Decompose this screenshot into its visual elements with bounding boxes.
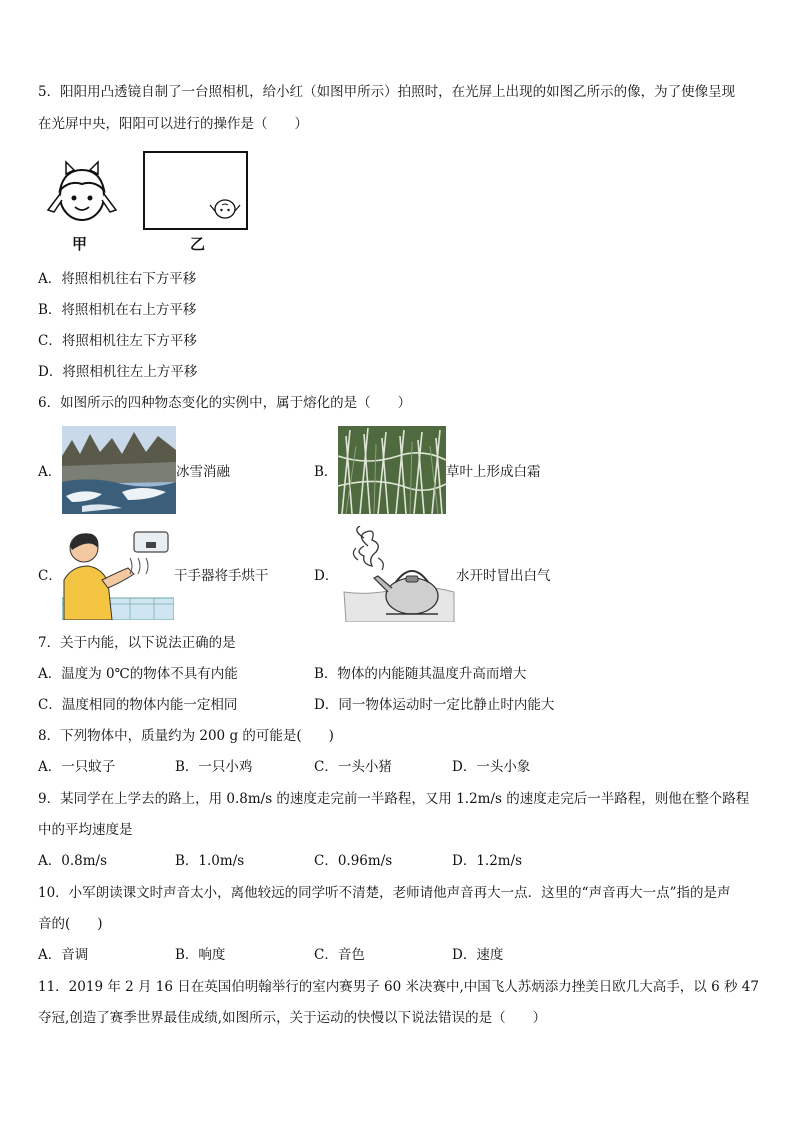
q10-option-a: A．音调 (38, 947, 89, 963)
q7-stem: 7．关于内能，以下说法正确的是 (38, 635, 236, 651)
q9-option-d: D．1.2m/s (452, 853, 523, 869)
q5-stem-line1: 5．阳阳用凸透镜自制了一台照相机，给小红（如图甲所示）拍照时，在光屏上出现的如图乙所示的像，为了使像呈现 (38, 84, 736, 100)
q7-option-a: A．温度为 0℃的物体不具有内能 (38, 666, 238, 682)
q10-option-d: D．速度 (452, 947, 504, 963)
q6-option-a-text: 冰雪消融 (176, 464, 230, 480)
q8-stem: 8．下列物体中，质量约为 200 g 的可能是( ) (38, 728, 334, 744)
q11-stem-line1: 11．2019 年 2 月 16 日在英国伯明翰举行的室内赛男子 60 米决赛中,中国飞人苏炳添力挫美日欧几大高手，以 6 秒 47 (38, 979, 759, 995)
q9-option-b: B．1.0m/s (175, 853, 245, 869)
q10-stem-line1: 10．小军朗读课文时声音太小，离他较远的同学听不清楚，老师请他声音再大一点．这里的“声音再大一点”指的是声 (38, 885, 731, 901)
q8-option-c: C．一头小猪 (314, 759, 392, 775)
q11-stem-line2: 夺冠,创造了赛季世界最佳成绩,如图所示，关于运动的快慢以下说法错误的是（ ） (38, 1010, 547, 1026)
q6-option-d-text: 水开时冒出白气 (456, 568, 551, 584)
q9-option-c: C．0.96m/s (314, 853, 393, 869)
q7-option-d: D．同一物体运动时一定比静止时内能大 (314, 697, 555, 713)
q5-option-c: C．将照相机往左下方平移 (38, 333, 197, 349)
q8-option-a: A．一只蚊子 (38, 759, 116, 775)
screen-figure (143, 151, 249, 231)
q7-option-b: B．物体的内能随其温度升高而增大 (314, 666, 527, 682)
melting-snow-image (62, 426, 176, 514)
q6-stem: 6．如图所示的四种物态变化的实例中，属于熔化的是（ ） (38, 395, 412, 411)
caption-jia: 甲 (72, 235, 88, 253)
q6-option-c-label: C． (38, 568, 62, 584)
q6-option-d-label: D． (314, 568, 339, 584)
q8-option-b: B．一只小鸡 (175, 759, 253, 775)
q8-option-d: D．一头小象 (452, 759, 531, 775)
hand-dryer-image (62, 528, 174, 620)
q10-option-b: B．响度 (175, 947, 226, 963)
q6-option-b-text: 草叶上形成白霜 (446, 464, 541, 480)
q5-stem-line2: 在光屏中央，阳阳可以进行的操作是（ ） (38, 116, 308, 132)
boiling-kettle-image (342, 526, 456, 622)
q6-option-c-text: 干手器将手烘干 (174, 568, 269, 584)
q6-option-b-label: B． (314, 464, 338, 480)
q6-option-a-label: A． (38, 464, 62, 480)
caption-yi: 乙 (190, 235, 206, 253)
q5-option-d: D．将照相机往左上方平移 (38, 364, 198, 380)
q5-option-b: B．将照相机在右上方平移 (38, 302, 197, 318)
frost-grass-image (338, 426, 446, 514)
q10-option-c: C．音色 (314, 947, 365, 963)
q9-stem-line1: 9．某同学在上学去的路上，用 0.8m/s 的速度走完前一半路程，又用 1.2m/s 的速度走完后一半路程，则他在整个路程 (38, 791, 750, 807)
q10-stem-line2: 音的( ) (38, 916, 103, 932)
girl-figure (44, 160, 120, 232)
q9-stem-line2: 中的平均速度是 (38, 822, 133, 838)
q5-option-a: A．将照相机往右下方平移 (38, 271, 197, 287)
q9-option-a: A．0.8m/s (38, 853, 107, 869)
q7-option-c: C．温度相同的物体内能一定相同 (38, 697, 238, 713)
